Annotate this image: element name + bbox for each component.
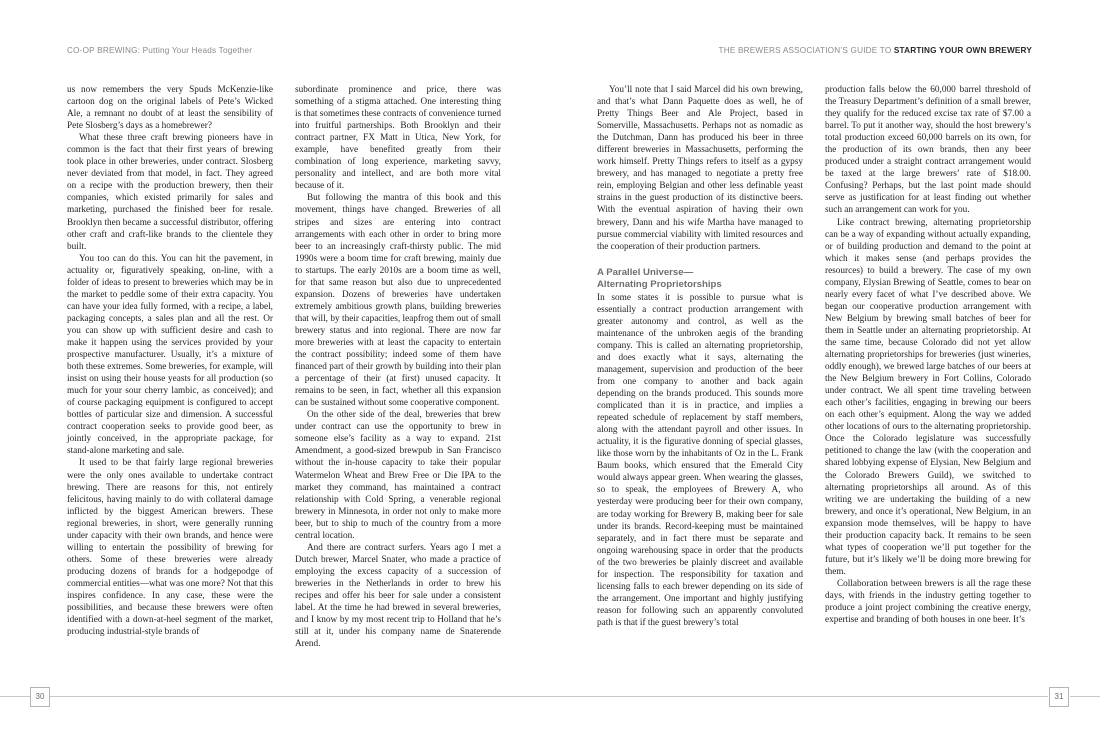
- paragraph: You’ll note that I said Marcel did his own brewing, and that’s what Dann Paquette does as well, he of Pretty Things Beer and Ale Project, based in Somerville, Massachusetts. Perhaps not as nomadic as the Dutchman, Dann has produced his beer in three different breweries in Massachusetts, performing the work himself. Pretty Things refers to itself as a gypsy brewery, and has managed to negotiate a pretty free rein, employing Belgian and other less definable yeast strains in the guest production of its distinctive beers. With the eventual aspiration of having their own brewery, Dann and his wife Martha have managed to pursue commercial viability with limited resources and the cooperation of their production partners.: [597, 85, 803, 252]
- paragraph: Collaboration between brewers is all the rage these days, with friends in the industry getting together to produce a joint project combining the creative energy, expertise and branding of both houses in one beer. It’s: [825, 578, 1031, 626]
- paragraph: subordinate prominence and price, there was something of a stigma attached. One interesting thing is that sometimes these contracts of convenience turned into fruitful partnerships. Both Brooklyn and their contract partner, FX Matt in Utica, New York, for example, have benefited greatly from their combination of long experience, marketing savvy, personality and intellect, and are both more vital because of it.: [295, 85, 501, 192]
- section-heading-line-1: A Parallel Universe—: [597, 266, 694, 278]
- page-number-right: 31: [1049, 687, 1069, 707]
- text-column-4: [825, 84, 1031, 626]
- footer-rule: [1070, 696, 1100, 697]
- footer-rule: [0, 696, 30, 697]
- paragraph: What these three craft brewing pioneers have in common is the fact that their first years of brewing took place in other breweries, under contract. Slosberg never deviated from that model, in fact. They agreed on a recipe with the production brewery, then their companies, which existed primarily for sales and marketing, purchased the finished beer for resale. Brooklyn then became a successful distributor, offering other craft and craft-like brands to the clientele they built.: [67, 133, 273, 252]
- section-heading-line-2: Alternating Proprietorships: [597, 279, 722, 291]
- running-head-left: CO-OP BREWING: Putting Your Heads Together: [67, 46, 253, 55]
- text-column-1: [67, 84, 273, 638]
- paragraph: production falls below the 60,000 barrel threshold of the Treasury Department’s definition of a small brewer, they qualify for the reduced excise tax rate of $7.00 a barrel. To put it another way, should the host brewery’s total production exceed 60,000 barrels on its own, for the production of its own brands, then any beer produced under a straight contract arrangement would be taxed at the large brewers’ rate of $18.00. Confusing? Perhaps, but the last point made should serve as justification for at least finding out whether such an arrangement can work for you.: [825, 85, 1031, 216]
- paragraph: But following the mantra of this book and this movement, things have changed. Breweries of all stripes and sizes are entering into contract arrangements with each other in order to bring more beer to an increasingly craft-thirsty public. The mid 1990s were a boom time for craft brewing, mainly due to startups. The early 2010s are a boom time as well, for that same reason but also due to unprecedented expansion. Dozens of breweries have undertaken extremely ambitious growth plans, building breweries that will, by their capacities, leapfrog them out of small brewery status and into regional. There are now far more breweries with at least the capacity to entertain the contract possibility; indeed some of them have financed part of their growth by building into their plan a percentage of their (at first) unused capacity. It remains to be seen, in fact, whether all this expansion can be sustained without some cooperative component.: [295, 193, 501, 409]
- paragraph: It used to be that fairly large regional breweries were the only ones available to undertake contract brewing. There are reasons for this, not entirely felicitous, having mainly to do with collateral damage inflicted by the biggest American brewers. These regional breweries, in short, were generally running under capacity with their own brands, and hence were willing to entertain the possibility of brewing for others. Some of these breweries were already producing dozens of brands for a hodgepodge of commercial entities—what was one more? Not that this inspires confidence. In any case, these were the possibilities, and because these brewers were often identified with a down-at-heel segment of the market, producing industrial-style brands of: [67, 458, 273, 638]
- page-number-left: 30: [30, 687, 50, 707]
- section-heading: [597, 267, 803, 292]
- paragraph: us now remembers the very Spuds McKenzie-like cartoon dog on the original labels of Pete’s Wicked Ale, a remnant no doubt of at least the sensibility of Pete Slosberg’s days as a homebrewer?: [67, 85, 273, 132]
- paragraph: In some states it is possible to pursue what is essentially a contract production arrangement with greater autonomy and control, as well as the maintenance of the unbroken aegis of the branding company. This is called an alternating proprietorship, and does exactly what it says, alternating the management, supervision and production of the beer from one company to another and back again depending on the brands produced. This sounds more complicated than it is in practice, and implies a repeated schedule of replacement by staff members, along with the attendant payroll and other issues. In actuality, it is the figurative donning of special glasses, like those worn by the inhabitants of Oz in the L. Frank Baum books, which ensured that the Emerald City would always appear green. When wearing the glasses, so to speak, the employees of Brewery A, who yesterday were producing beer for their own company, are today working for Brewery B, making beer for sale under its brands. Record-keeping must be maintained separately, and in fact there must be separate and ongoing warehousing space in order that the products of the two breweries be plainly discreet and available for inspection. The responsibility for taxation and licensing falls to each brewer depending on its side of the arrangement. One important and highly justifying reason for following such an apparently convoluted path is that if the guest brewery’s total: [597, 292, 803, 628]
- footer-rule: [50, 696, 550, 697]
- text-column-2: [295, 84, 501, 650]
- paragraph: Like contract brewing, alternating proprietorship can be a way of expanding without actually expanding, or of building production and demand to the point at which it makes sense (and perhaps provides the resources) to build a brewery. The case of my own company, Elysian Brewing of Seattle, comes to bear on nearly every facet of what I’ve described above. We began our cooperative production arrangement with New Belgium by brewing small batches of beer for them in Seattle under an alternating proprietorship. At the same time, because Colorado did not yet allow alternating proprietorships for breweries (just wineries, oddly enough), we brewed large batches of our beers at the New Belgium brewery in Fort Collins, Colorado under contract. We all spent time traveling between each other’s facilities, engaging in brewing our beers on each other’s equipment. Along the way we added other locations of ours to the alternating proprietorship. Once the Colorado legislature was successfully petitioned to change the law (with the cooperation and shared lobbying expense of Elysian, New Belgium and the Colorado Brewers Guild), we switched to alternating proprietorships all around. As of this writing we are undertaking the building of a new brewery, and once it’s operational, New Belgium, in an expansion mode themselves, will be happy to have their production capacity back. It remains to be seen what types of cooperation we’ll put together for the future, but it’s likely we’ll be doing more brewing for them.: [825, 217, 1031, 577]
- footer-rule: [550, 696, 1048, 697]
- text-column-3: [597, 84, 803, 629]
- paragraph: And there are contract surfers. Years ago I met a Dutch brewer, Marcel Snater, who made a practice of employing the excess capacity of a succession of breweries in the Netherlands in order to brew his recipes and offer his beer for sale under a consistent label. At the time he had brewed in several breweries, and I know by my most recent trip to Holland that he’s still at it, under his company name de Snaterende Arend.: [295, 542, 501, 650]
- running-head-right-title: STARTING YOUR OWN BREWERY: [893, 46, 1032, 55]
- paragraph: You too can do this. You can hit the pavement, in actuality or, figuratively speaking, on-line, with a folder of ideas to present to breweries which may be in the market to peddle some of their extra capacity. You can have your idea fully formed, with a recipe, a label, packaging concepts, a sales plan and all the rest. Or you can show up with sufficient desire and cash to make it happen using the services provided by your prospective manufacturer. Usually, it’s a mixture of both these extremes. Some breweries, for example, will insist on using their house yeasts for all production (so much for your sour cherry lambic, as conceived); and of course packaging equipment is configured to accept bottles of particular size and dimension. A successful contract cooperation seeks to provide good beer, as jointly conceived, in the appropriate package, for stand-alone marketing and sale.: [67, 253, 273, 457]
- running-head-right: [719, 46, 1032, 55]
- running-head-right-prefix: THE BREWERS ASSOCIATION’S GUIDE TO: [718, 46, 894, 55]
- paragraph: On the other side of the deal, breweries that brew under contract can use the opportunity to brew in someone else’s facility as a way to expand. 21st Amendment, a good-sized brewpub in San Francisco without the in-house capacity to take their popular Watermelon Wheat and Brew Free or Die IPA to the market they command, has maintained a contract relationship with Cold Spring, a venerable regional brewery in Minnesota, in order not only to make more beer, but to ship to much of the country from a more central location.: [295, 410, 501, 541]
